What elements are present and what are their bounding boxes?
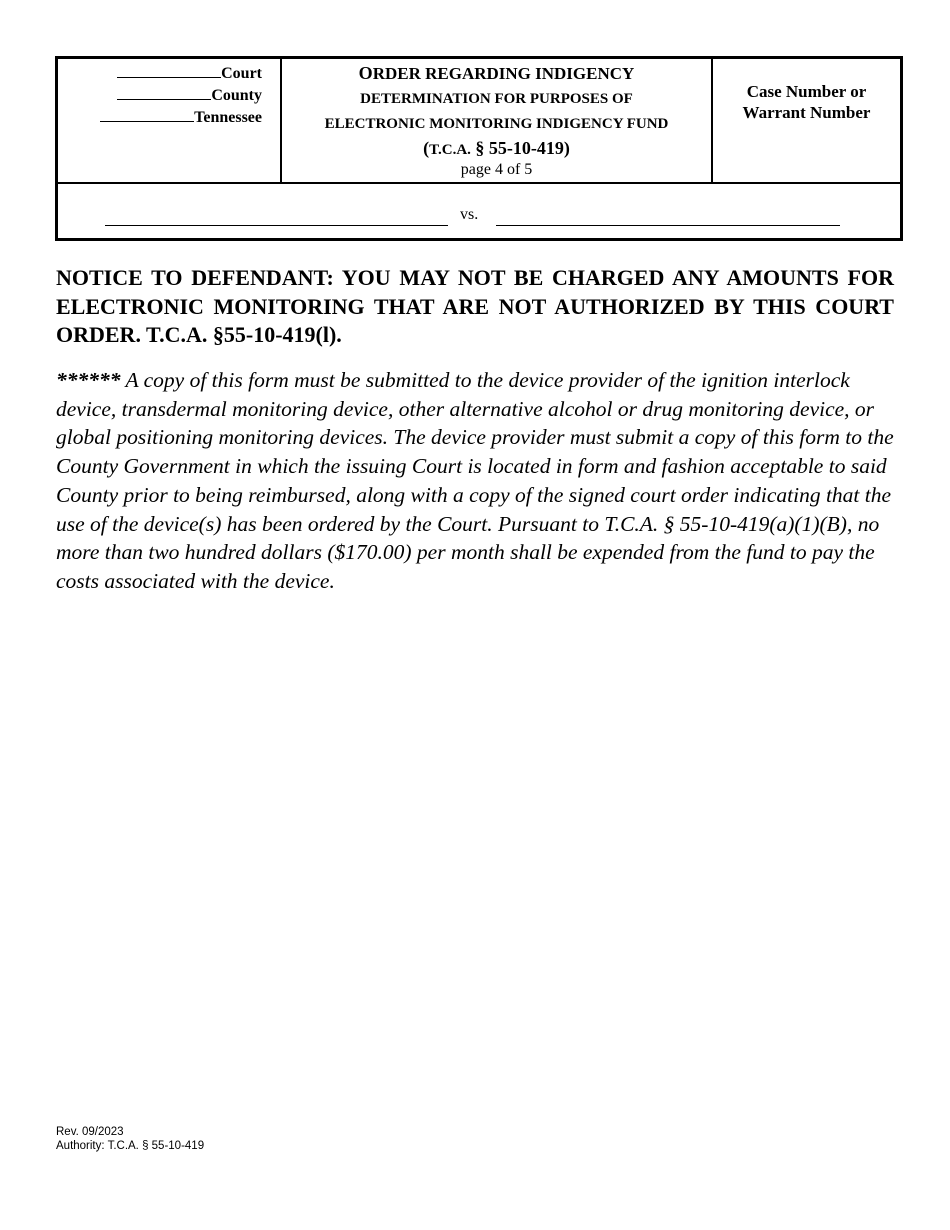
form-title-line3: ELECTRONIC MONITORING INDIGENCY FUND bbox=[324, 116, 669, 132]
vs-label: vs. bbox=[460, 206, 479, 223]
notice-to-defendant: NOTICE TO DEFENDANT: YOU MAY NOT BE CHARGED ANY AMOUNTS FOR ELECTRONIC MONITORING THAT ARE NOT AUTHORIZED BY THIS COURT ORDER. T.C.A. §55-10-419(l). bbox=[56, 265, 894, 347]
form-title-cell bbox=[282, 59, 713, 182]
footer bbox=[56, 1125, 204, 1153]
state-line bbox=[100, 107, 262, 127]
stars-marker: ****** bbox=[56, 368, 121, 392]
parties-row bbox=[58, 184, 900, 238]
county-label: County bbox=[211, 87, 262, 104]
form-title-citation: (T.C.A. § 55-10-419) bbox=[423, 138, 570, 158]
revision-date: Rev. 09/2023 bbox=[56, 1126, 124, 1138]
authority-citation: Authority: T.C.A. § 55-10-419 bbox=[56, 1140, 205, 1152]
court-name-blank[interactable] bbox=[117, 63, 221, 78]
county-line bbox=[117, 85, 262, 105]
case-number-cell[interactable] bbox=[713, 59, 900, 182]
county-name-blank[interactable] bbox=[117, 85, 211, 100]
header-top-row bbox=[58, 59, 900, 184]
instruction-paragraph bbox=[56, 366, 894, 596]
form-title-line2: DETERMINATION FOR PURPOSES OF bbox=[360, 91, 633, 107]
plaintiff-blank[interactable] bbox=[105, 224, 448, 226]
state-label: Tennessee bbox=[194, 109, 262, 126]
instruction-text: A copy of this form must be submitted to the device provider of the ignition interlock device, transdermal monitoring device, other alternative alcohol or drug monitoring device, or global positioning monitoring devices. The device provider must submit a copy of this form to the County Government in which the issuing Court is located in form and fashion acceptable to said County prior to being reimbursed, along with a copy of the signed court order indicating that the use of the device(s) has been ordered by the Court. Pursuant to T.C.A. § 55-10-419(a)(1)(B), no more than two hundred dollars ($170.00) per month shall be expended from the fund to pay the costs associated with the device. bbox=[56, 368, 894, 593]
court-line bbox=[117, 63, 262, 83]
page-indicator: page 4 of 5 bbox=[460, 161, 533, 178]
case-number-label: Case Number or Warrant Number bbox=[742, 82, 871, 122]
state-blank[interactable] bbox=[100, 107, 194, 122]
defendant-blank[interactable] bbox=[496, 224, 840, 226]
court-label: Court bbox=[221, 65, 262, 82]
form-title-line1: ORDER REGARDING INDIGENCY bbox=[358, 63, 635, 83]
court-location-cell bbox=[58, 59, 282, 182]
form-header-table bbox=[55, 56, 903, 241]
